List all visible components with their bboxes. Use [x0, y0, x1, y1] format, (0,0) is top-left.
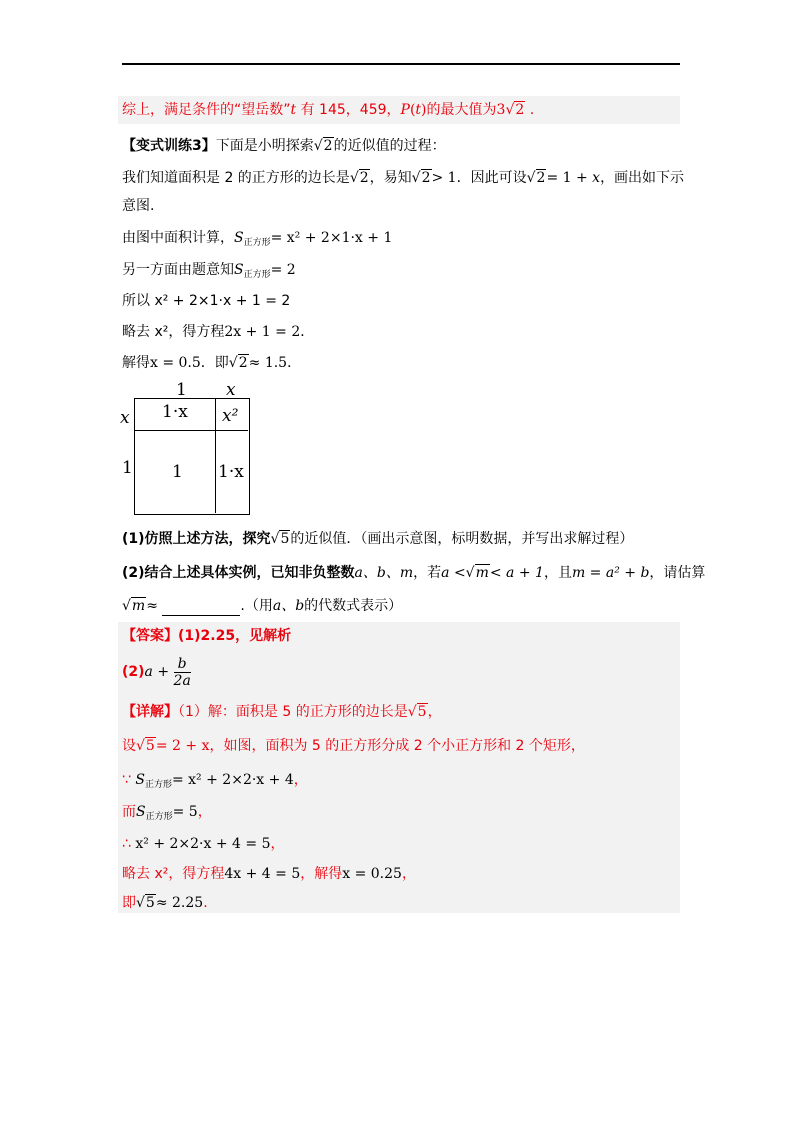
exercise-line-4: 另一方面由题意知$S_{正方形}= 2$	[122, 262, 296, 280]
question-1: (1)仿照上述方法，探究√5的近似值．（画出示意图，标明数据，并写出求解过程）	[122, 531, 634, 547]
question-2-answer-line: √m≈ .（用a、b的代数式表示）	[122, 598, 403, 614]
question-2: (2)结合上述具体实例，已知非负整数a、b、m，若a <√m< a + 1，且m = a² + b，请估算	[122, 565, 706, 581]
exercise-line-5: 所以 x² + 2×1·x + 1 = 2	[122, 293, 291, 309]
exercise-title-line: 【变式训练3】下面是小明探索√2的近似值的过程：	[122, 138, 446, 154]
diagram-cell-top-right: x²	[222, 406, 239, 426]
detail-line-7: 即√5≈ 2.25.	[122, 895, 208, 911]
detail-line-2: 设√5= 2 + x，如图，面积为 5 的正方形分成 2 个小正方形和 2 个矩形，	[122, 738, 585, 754]
diagram-top-1: 1	[176, 380, 187, 400]
exercise-line-2: 意图.	[122, 198, 155, 214]
sqrt-2: √2	[505, 102, 525, 118]
header-rule	[122, 63, 680, 65]
diagram-left-1: 1	[122, 458, 133, 478]
diagram-cell-top-left: 1·x	[162, 402, 188, 422]
diagram-vertical-divider	[215, 398, 216, 513]
diagram-horizontal-divider	[134, 430, 248, 431]
diagram-left-x: x	[120, 408, 130, 428]
exercise-line-3: 由图中面积计算，$S_{正方形}= x^2 + 2\times 1\cdot x + 1$	[122, 230, 393, 248]
detail-line-1: 【详解】（1）解：面积是 5 的正方形的边长是√5，	[122, 704, 442, 720]
detail-line-6: 略去 x²，得方程4x + 4 = 5，解得x = 0.25，	[122, 866, 416, 882]
exercise-line-6: 略去 x²，得方程2x + 1 = 2．	[122, 324, 315, 340]
exercise-line-1: 我们知道面积是 2 的正方形的边长是√2，易知√2> 1．因此可设√2= 1 + x，画出如下示	[122, 170, 685, 186]
detail-line-4: 而$S_{正方形}= 5$，	[122, 804, 212, 822]
detail-line-5: ∴ x² + 2×2·x + 4 = 5，	[122, 836, 285, 852]
detail-line-3: ∵ $S_{正方形}= x^2 + 2\times 2\cdot x + 4$，	[122, 772, 308, 790]
square-diagram	[118, 380, 258, 515]
answer-line-1: 【答案】(1)2.25，见解析	[122, 628, 292, 644]
answer-fraction: $\frac{b}{2a}$	[173, 655, 191, 689]
summary-line: 综上，满足条件的“望岳数”t 有 145，459，P(t)的最大值为3√2 .	[122, 102, 535, 118]
exercise-line-7: 解得x = 0.5．即√2≈ 1.5．	[122, 355, 302, 371]
answer-blank[interactable]	[162, 601, 240, 616]
answer-line-2: (2)a + $\frac{b}{2a}$	[122, 655, 191, 689]
diagram-cell-bottom-right: 1·x	[218, 462, 244, 482]
diagram-top-x: x	[226, 380, 236, 400]
diagram-cell-bottom-left: 1	[172, 462, 183, 482]
